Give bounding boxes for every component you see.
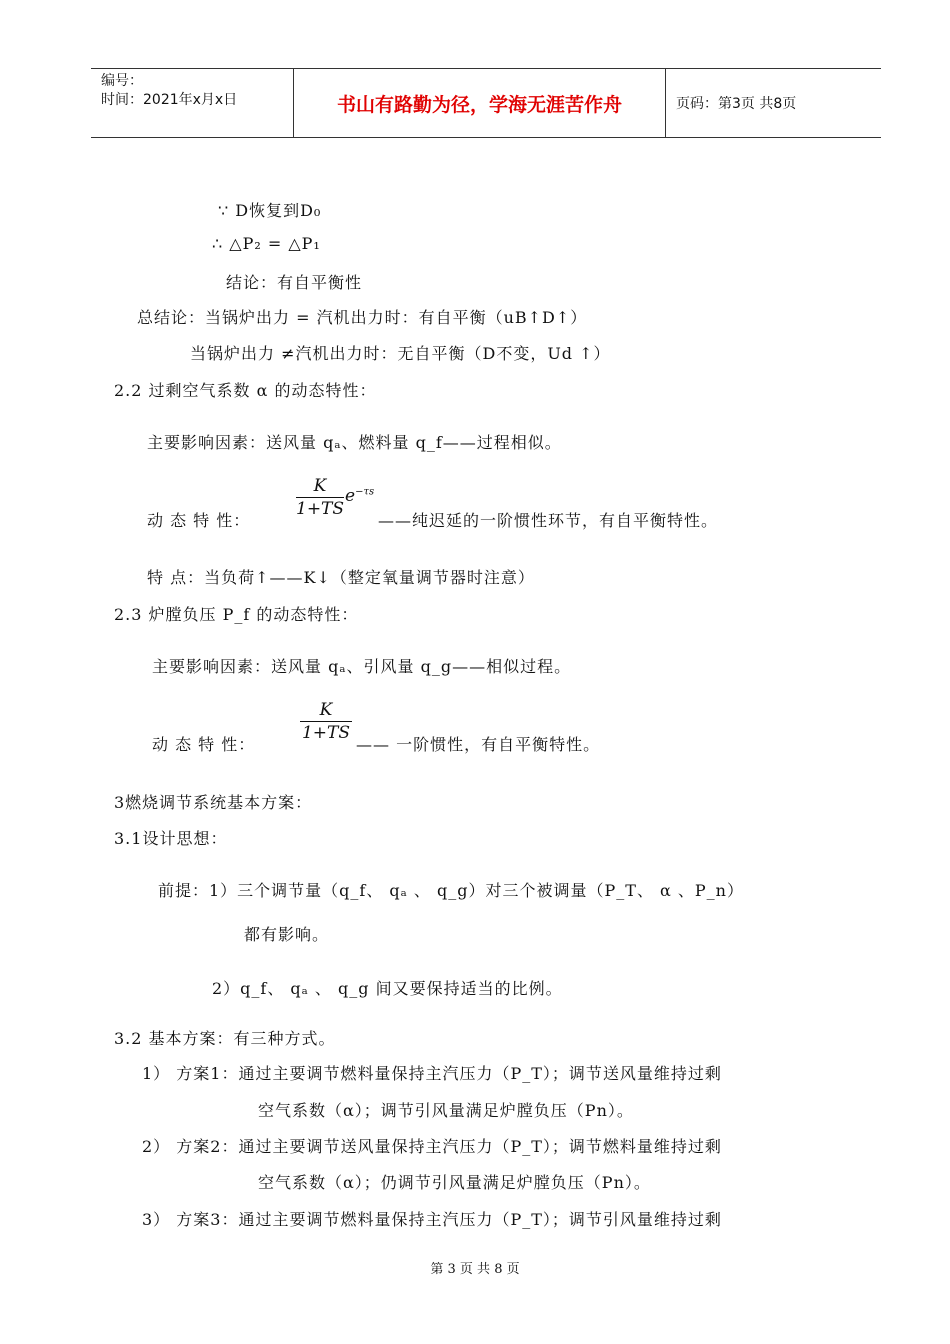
fraction-numerator: K [300, 700, 352, 722]
text-line: 动 态 特 性： [152, 735, 256, 754]
text-line: 都有影响。 [244, 925, 330, 944]
section-heading: 3.1设计思想： [114, 829, 228, 848]
text-line: 主要影响因素：送风量 qₐ、燃料量 q_f——过程相似。 [147, 433, 562, 452]
text-line: 前提：1）三个调节量（q_f、 qₐ 、 q_g）对三个被调量（P_T、 α 、P_n） [158, 881, 744, 900]
section-heading: 2.2 过剩空气系数 α 的动态特性： [114, 381, 377, 400]
exponential-base: e [345, 486, 356, 506]
list-item: 3） 方案3：通过主要调节燃料量保持主汽压力（P_T）；调节引风量维持过剩 [142, 1210, 722, 1229]
text-line: 结论：有自平衡性 [226, 273, 363, 292]
text-line: 当锅炉出力 ≠汽机出力时：无自平衡（D不变，Ud ↑） [190, 344, 611, 363]
transfer-function-fraction [300, 700, 352, 743]
list-item: 1） 方案1：通过主要调节燃料量保持主汽压力（P_T）；调节送风量维持过剩 [142, 1064, 722, 1083]
time-label: 时间：2021年x月x日 [101, 92, 238, 108]
exponential-term [345, 486, 374, 506]
section-heading: 3.2 基本方案：有三种方式。 [114, 1029, 336, 1048]
text-line: 空气系数（α）；仍调节引风量满足炉膛负压（Pn）。 [258, 1173, 651, 1192]
text-line: ∴ △P₂ = △P₁ [212, 234, 321, 253]
list-item: 2） 方案2：通过主要调节送风量保持主汽压力（P_T）；调节燃料量维持过剩 [142, 1137, 722, 1156]
exponential-power: −τs [355, 486, 375, 498]
section-heading: 3燃烧调节系统基本方案： [114, 793, 313, 812]
section-heading: 2.3 炉膛负压 P_f 的动态特性： [114, 605, 359, 624]
text-line: ∵ D恢复到D₀ [218, 201, 322, 220]
header-divider [665, 69, 666, 137]
page-footer: 第 3 页 共 8 页 [430, 1262, 520, 1277]
header-meta [101, 72, 237, 110]
number-label: 编号： [101, 73, 143, 89]
text-line: —— 一阶惯性，有自平衡特性。 [356, 735, 601, 754]
transfer-function-fraction [296, 476, 344, 519]
text-line: 2）q_f、 qₐ 、 q_g 间又要保持适当的比例。 [212, 979, 563, 998]
fraction-numerator: K [296, 476, 344, 498]
header-motto: 书山有路勤为径，学海无涯苦作舟 [336, 93, 622, 116]
text-line: 特 点：当负荷↑——K↓（整定氧量调节器时注意） [147, 568, 535, 587]
fraction-denominator: 1+TS [296, 499, 345, 519]
text-line: 主要影响因素：送风量 qₐ、引风量 q_g——相似过程。 [152, 657, 572, 676]
text-line: 动 态 特 性： [147, 511, 251, 530]
text-line: ——纯迟延的一阶惯性环节，有自平衡特性。 [378, 511, 719, 530]
text-line: 空气系数（α）；调节引风量满足炉膛负压（Pn）。 [258, 1101, 634, 1120]
header-page-info: 页码：第3页 共8页 [676, 96, 797, 112]
page-header [91, 68, 881, 138]
text-line: 总结论：当锅炉出力 = 汽机出力时：有自平衡（uB↑D↑） [137, 308, 588, 327]
fraction-denominator: 1+TS [301, 723, 351, 743]
